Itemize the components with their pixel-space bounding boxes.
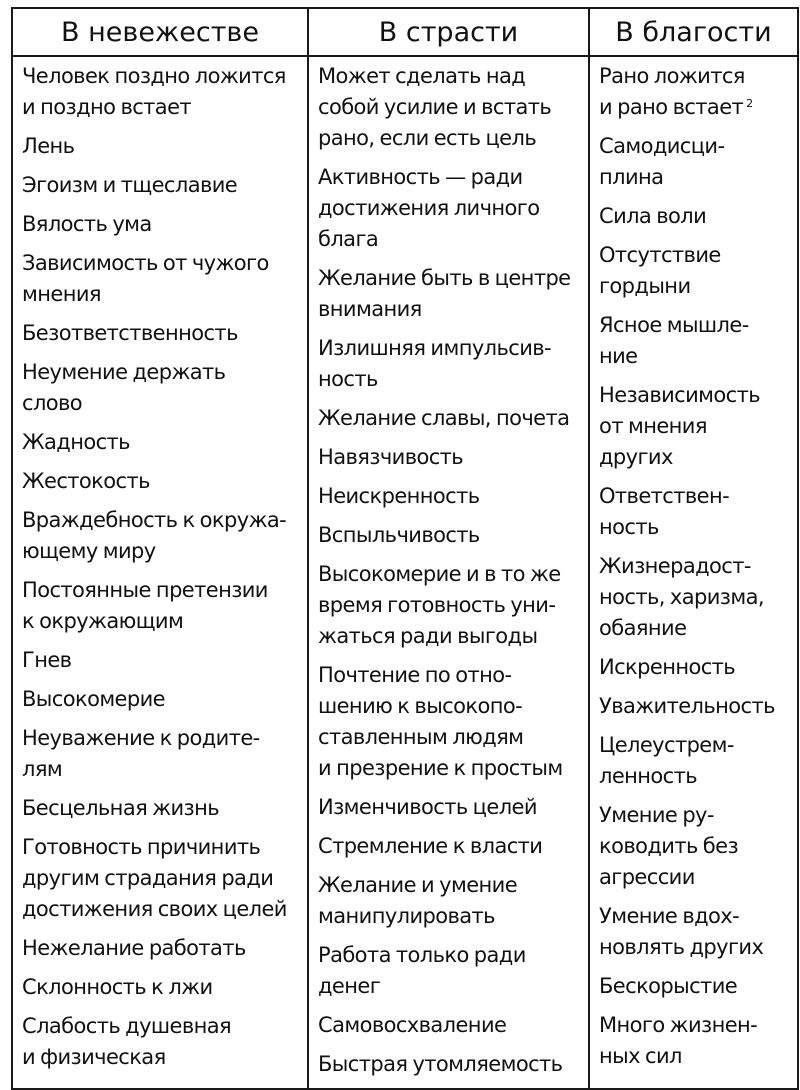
list-item-text: Безответственность — [22, 321, 238, 345]
list-item — [318, 162, 584, 255]
list-item-text: Жадность — [22, 430, 130, 454]
list-item-text: Склонность к лжи — [22, 975, 213, 999]
list-item-text: Стремление к власти — [318, 834, 543, 858]
list-item — [22, 1011, 303, 1073]
list-item — [22, 209, 303, 240]
list-item-text: Высокомерие и в то же время готовность уни- жаться ради выгоды — [318, 562, 561, 648]
list-item-text: Лень — [22, 134, 75, 158]
list-item-text: Неумение держать слово — [22, 360, 226, 415]
list-item — [22, 318, 303, 349]
list-item — [318, 1010, 584, 1041]
list-item — [22, 972, 303, 1003]
list-item — [22, 575, 303, 637]
list-item — [599, 380, 793, 473]
list-item-text: Быстрая утомляемость — [318, 1052, 563, 1076]
list-item-text: Вялость ума — [22, 212, 152, 236]
list-item-text: Самодисци- плина — [599, 134, 725, 189]
list-item — [22, 505, 303, 567]
list-item-text: Жестокость — [22, 469, 150, 493]
list-item — [318, 940, 584, 1002]
list-item-text: Бескорыстие — [599, 974, 738, 998]
list-item-text: Работа только ради денег — [318, 943, 526, 998]
list-item — [599, 551, 793, 644]
list-item — [318, 442, 584, 473]
list-item-text: Желание и умение манипулировать — [318, 873, 518, 928]
list-item — [318, 660, 584, 784]
header-passion: В страсти — [308, 8, 589, 56]
list-item-text: Ясное мышле- ние — [599, 313, 749, 368]
footnote-marker: 2 — [746, 97, 753, 110]
list-item-text: Почтение по отно- шению к высокопо- ставленным людям и презрение к простым — [318, 663, 563, 780]
list-item-text: Желание славы, почета — [318, 406, 570, 430]
list-item-text: Желание быть в центре внимания — [318, 266, 571, 321]
list-item-text: Неискренность — [318, 484, 480, 508]
list-item-text: Жизнерадост- ность, харизма, обаяние — [599, 554, 764, 640]
list-item — [22, 248, 303, 310]
list-item — [22, 61, 303, 123]
list-item — [599, 61, 793, 123]
list-item-text: Человек поздно ложится и поздно встает — [22, 64, 286, 119]
ignorance-list — [22, 61, 303, 1073]
list-item — [318, 520, 584, 551]
list-item — [318, 333, 584, 395]
list-item-text: Постоянные претензии к окружающим — [22, 578, 268, 633]
list-item-text: Готовность причинить другим страдания ради достижения своих целей — [22, 835, 287, 921]
header-goodness: В благости — [589, 8, 798, 56]
list-item — [318, 559, 584, 652]
list-item-text: Рано ложится и рано встает — [599, 64, 745, 119]
list-item — [599, 481, 793, 543]
list-item — [599, 131, 793, 193]
list-item — [599, 652, 793, 683]
list-item — [22, 131, 303, 162]
list-item-text: Зависимость от чужого мнения — [22, 251, 269, 306]
list-item — [22, 933, 303, 964]
list-item-text: Отсутствие гордыни — [599, 243, 721, 298]
content-row — [12, 56, 798, 1089]
header-ignorance: В невежестве — [12, 8, 308, 56]
list-item-text: Излишняя импульсив- ность — [318, 336, 552, 391]
list-item-text: Активность — ради достижения личного блага — [318, 165, 540, 251]
list-item — [599, 800, 793, 893]
list-item — [318, 870, 584, 932]
list-item-text: Умение вдох- новлять других — [599, 904, 764, 959]
list-item-text: Эгоизм и тщеславие — [22, 173, 238, 197]
list-item-text: Может сделать над собой усилие и встать рано, если есть цель — [318, 64, 552, 150]
list-item-text: Неуважение к родите- лям — [22, 726, 260, 781]
list-item — [599, 971, 793, 1002]
list-item — [22, 793, 303, 824]
list-item-text: Слабость душевная и физическая — [22, 1014, 232, 1069]
list-item — [318, 831, 584, 862]
passion-list — [318, 61, 584, 1080]
list-item-text: Независимость от мнения других — [599, 383, 761, 469]
column-goodness — [589, 56, 798, 1089]
list-item — [599, 1010, 793, 1072]
list-item — [318, 1049, 584, 1080]
column-ignorance — [12, 56, 308, 1089]
list-item-text: Вспыльчивость — [318, 523, 480, 547]
list-item — [22, 170, 303, 201]
list-item — [318, 481, 584, 512]
gunas-comparison-table — [11, 7, 799, 1090]
list-item — [22, 684, 303, 715]
list-item — [599, 201, 793, 232]
list-item-text: Гнев — [22, 648, 72, 672]
list-item — [22, 832, 303, 925]
list-item-text: Сила воли — [599, 204, 707, 228]
list-item-text: Ответствен- ность — [599, 484, 730, 539]
list-item — [318, 792, 584, 823]
column-passion — [308, 56, 589, 1089]
list-item — [599, 901, 793, 963]
list-item — [599, 730, 793, 792]
list-item-text: Уважительность — [599, 694, 775, 718]
list-item-text: Целеустрем- ленность — [599, 733, 734, 788]
list-item — [318, 61, 584, 154]
goodness-list — [599, 61, 793, 1072]
list-item — [599, 691, 793, 722]
list-item-text: Нежелание работать — [22, 936, 246, 960]
header-row — [12, 8, 798, 56]
list-item — [318, 403, 584, 434]
list-item-text: Бесцельная жизнь — [22, 796, 220, 820]
list-item-text: Умение ру- ководить без агрессии — [599, 803, 739, 889]
list-item-text: Навязчивость — [318, 445, 464, 469]
list-item — [22, 427, 303, 458]
list-item-text: Искренность — [599, 655, 736, 679]
list-item-text: Самовосхваление — [318, 1013, 507, 1037]
list-item — [599, 310, 793, 372]
list-item — [22, 466, 303, 497]
list-item — [22, 645, 303, 676]
list-item-text: Много жизнен- ных сил — [599, 1013, 758, 1068]
list-item — [599, 240, 793, 302]
list-item — [22, 357, 303, 419]
list-item-text: Изменчивость целей — [318, 795, 537, 819]
list-item — [318, 263, 584, 325]
list-item-text: Враждебность к окружа- ющему миру — [22, 508, 287, 563]
list-item — [22, 723, 303, 785]
list-item-text: Высокомерие — [22, 687, 165, 711]
